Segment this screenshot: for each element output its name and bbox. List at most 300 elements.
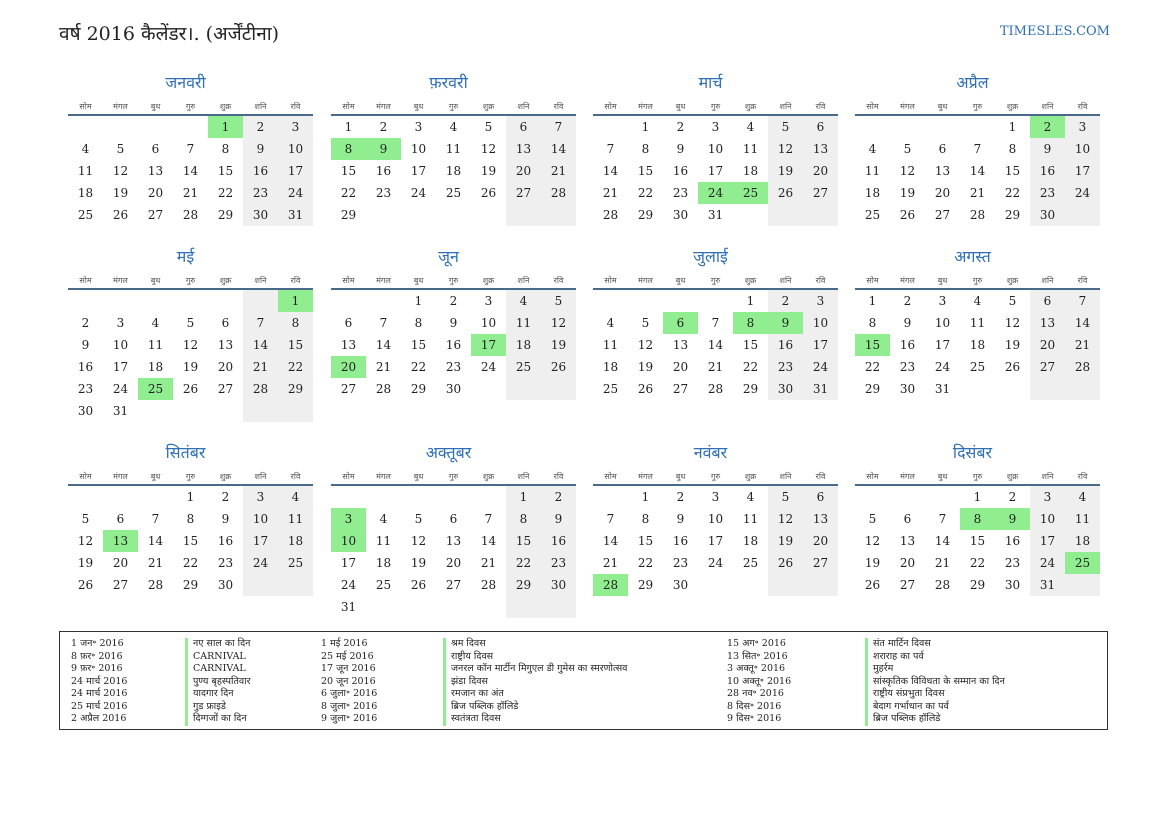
- empty-cell: [436, 596, 471, 618]
- weekday-header: [593, 464, 838, 486]
- holiday-date: 24 मार्च 2016: [71, 688, 128, 699]
- weekday-header: [68, 464, 313, 486]
- day-cell: 13: [217, 338, 234, 352]
- holiday-date: 6 जुला॰ 2016: [321, 688, 378, 699]
- empty-cell: [471, 486, 506, 508]
- weekday-label: सोम: [866, 472, 879, 481]
- holiday-day: 3: [331, 508, 366, 530]
- day-cell: 26: [541, 356, 576, 378]
- site-link[interactable]: TIMESLES.COM: [999, 24, 1110, 39]
- empty-cell: [243, 574, 278, 596]
- holiday-day: 8: [331, 138, 366, 160]
- day-cell: 12: [480, 142, 497, 156]
- holiday-day: 15: [855, 334, 890, 356]
- day-cell: 7: [151, 512, 160, 526]
- day-cell: 18: [742, 164, 759, 178]
- holiday-name: CARNIVAL: [193, 663, 246, 674]
- weekday-label: शनि: [517, 472, 530, 481]
- holiday-date: 10 अक्तू॰ 2016: [727, 675, 792, 687]
- day-cell: 22: [864, 360, 881, 374]
- day-cell: 6: [903, 512, 912, 526]
- holiday-name: दिग्गजों का दिन: [193, 713, 247, 724]
- weekday-label: शुक्र: [1006, 472, 1019, 481]
- day-cell: 22: [217, 186, 234, 200]
- day-cell: 30: [243, 204, 278, 226]
- day-cell: 14: [1065, 312, 1100, 334]
- day-cell: 15: [182, 534, 199, 548]
- day-cell: 19: [864, 556, 881, 570]
- weekday-label: गुरु: [710, 472, 721, 481]
- day-cell: 15: [1004, 164, 1021, 178]
- weekday-label: मंगल: [113, 102, 128, 111]
- day-cell: 3: [278, 116, 313, 138]
- month-name: जनवरी: [165, 73, 206, 92]
- day-cell: 18: [1065, 530, 1100, 552]
- day-cell: 15: [742, 338, 759, 352]
- empty-cell: [138, 290, 173, 312]
- weekday-label: शुक्र: [482, 102, 495, 111]
- day-cell: 6: [803, 116, 838, 138]
- day-cell: 26: [864, 578, 881, 592]
- day-cell: 16: [243, 160, 278, 182]
- weekday-label: सोम: [604, 276, 617, 285]
- day-cell: 11: [375, 534, 392, 548]
- day-cell: 1: [1008, 120, 1017, 134]
- weekday-label: गुरु: [448, 276, 459, 285]
- day-cell: 13: [803, 508, 838, 530]
- day-cell: 18: [278, 530, 313, 552]
- month-name: सितंबर: [165, 443, 206, 462]
- day-cell: 24: [243, 552, 278, 574]
- day-cell: 22: [637, 556, 654, 570]
- page-title: वर्ष 2016 कैलेंडर।. (अर्जेंटीना): [59, 23, 280, 45]
- weekday-label: मंगल: [900, 276, 915, 285]
- holiday-day: 25: [733, 182, 768, 204]
- day-cell: 16: [541, 530, 576, 552]
- day-cell: 10: [707, 142, 724, 156]
- day-cell: 7: [711, 316, 720, 330]
- day-cell: 28: [1065, 356, 1100, 378]
- weekday-header: [331, 94, 576, 116]
- day-cell: 31: [803, 378, 838, 400]
- day-cell: 21: [243, 356, 278, 378]
- day-cell: 29: [864, 382, 881, 396]
- day-cell: 13: [445, 534, 462, 548]
- holiday-date: 15 अग॰ 2016: [727, 638, 786, 649]
- day-cell: 14: [969, 164, 986, 178]
- day-cell: 17: [934, 338, 951, 352]
- day-cell: 23: [672, 556, 689, 570]
- weekday-header: [593, 94, 838, 116]
- day-cell: 10: [934, 316, 951, 330]
- weekday-label: रवि: [815, 102, 826, 111]
- month-block: [593, 442, 838, 596]
- day-grid: [331, 486, 576, 618]
- empty-cell: [506, 204, 541, 226]
- day-cell: 28: [934, 578, 951, 592]
- day-cell: 24: [340, 578, 357, 592]
- day-cell: 3: [803, 290, 838, 312]
- month-block: [68, 72, 313, 226]
- day-cell: 13: [1030, 312, 1065, 334]
- day-cell: 5: [768, 116, 803, 138]
- weekday-header: [68, 94, 313, 116]
- empty-cell: [243, 290, 278, 312]
- holiday-date: 1 मई 2016: [321, 638, 368, 649]
- weekday-label: सोम: [866, 276, 879, 285]
- day-cell: 8: [868, 316, 877, 330]
- month-block: [68, 246, 313, 422]
- day-cell: 21: [934, 556, 951, 570]
- day-cell: 30: [1030, 204, 1065, 226]
- day-cell: 4: [449, 120, 458, 134]
- day-cell: 28: [969, 208, 986, 222]
- holiday-list: [59, 631, 1108, 730]
- empty-cell: [925, 486, 960, 508]
- day-cell: 1: [868, 294, 877, 308]
- day-cell: 7: [606, 142, 615, 156]
- weekday-label: गुरु: [972, 102, 983, 111]
- holiday-day: 24: [698, 182, 733, 204]
- holiday-date: 3 अक्तू॰ 2016: [727, 663, 786, 674]
- weekday-label: शनि: [779, 276, 792, 285]
- day-cell: 9: [449, 316, 458, 330]
- day-cell: 17: [243, 530, 278, 552]
- day-cell: 3: [414, 120, 423, 134]
- day-cell: 30: [768, 378, 803, 400]
- day-cell: 14: [934, 534, 951, 548]
- holiday-names-column: [185, 638, 251, 726]
- day-cell: 24: [707, 556, 724, 570]
- day-cell: 15: [637, 534, 654, 548]
- day-cell: 22: [340, 186, 357, 200]
- day-cell: 14: [707, 338, 724, 352]
- day-cell: 19: [77, 556, 94, 570]
- day-cell: 16: [445, 338, 462, 352]
- day-cell: 27: [112, 578, 129, 592]
- month-block: [331, 72, 576, 226]
- day-cell: 2: [1008, 490, 1017, 504]
- day-cell: 12: [768, 138, 803, 160]
- day-cell: 31: [278, 204, 313, 226]
- day-cell: 5: [81, 512, 90, 526]
- day-cell: 22: [278, 356, 313, 378]
- holiday-name: बेदाग गर्भाधान का पर्व: [873, 700, 949, 712]
- weekday-label: शनि: [254, 102, 267, 111]
- day-cell: 17: [707, 534, 724, 548]
- day-cell: 12: [637, 338, 654, 352]
- weekday-label: गुरु: [710, 102, 721, 111]
- day-cell: 11: [506, 312, 541, 334]
- day-cell: 22: [742, 360, 759, 374]
- day-cell: 19: [768, 530, 803, 552]
- day-cell: 22: [637, 186, 654, 200]
- day-cell: 15: [969, 534, 986, 548]
- day-cell: 11: [445, 142, 462, 156]
- day-cell: 7: [1065, 290, 1100, 312]
- day-cell: 14: [602, 534, 619, 548]
- day-cell: 29: [217, 208, 234, 222]
- day-cell: 10: [480, 316, 497, 330]
- day-cell: 29: [410, 382, 427, 396]
- day-cell: 16: [77, 360, 94, 374]
- day-cell: 7: [606, 512, 615, 526]
- day-cell: 17: [1030, 530, 1065, 552]
- day-cell: 1: [641, 490, 650, 504]
- day-cell: 19: [899, 186, 916, 200]
- day-cell: 21: [1065, 334, 1100, 356]
- empty-cell: [436, 486, 471, 508]
- weekday-label: गुरु: [185, 472, 196, 481]
- day-cell: 23: [768, 356, 803, 378]
- weekday-label: रवि: [1077, 102, 1088, 111]
- weekday-label: बुध: [413, 276, 424, 285]
- day-cell: 12: [77, 534, 94, 548]
- empty-cell: [541, 378, 576, 400]
- day-cell: 30: [672, 578, 689, 592]
- day-cell: 5: [768, 486, 803, 508]
- day-cell: 23: [243, 182, 278, 204]
- weekday-label: शनि: [254, 276, 267, 285]
- day-cell: 2: [903, 294, 912, 308]
- day-cell: 1: [973, 490, 982, 504]
- empty-cell: [925, 116, 960, 138]
- holiday-day: 1: [208, 116, 243, 138]
- weekday-label: बुध: [675, 102, 686, 111]
- day-cell: 11: [602, 338, 619, 352]
- weekday-label: बुध: [675, 472, 686, 481]
- day-cell: 26: [410, 578, 427, 592]
- weekday-label: बुध: [937, 276, 948, 285]
- weekday-label: बुध: [937, 472, 948, 481]
- day-cell: 15: [506, 530, 541, 552]
- day-cell: 6: [938, 142, 947, 156]
- empty-cell: [471, 596, 506, 618]
- empty-cell: [698, 574, 733, 596]
- day-cell: 7: [938, 512, 947, 526]
- day-cell: 27: [147, 208, 164, 222]
- month-block: [855, 246, 1100, 400]
- day-cell: 4: [506, 290, 541, 312]
- day-cell: 13: [506, 138, 541, 160]
- day-cell: 22: [506, 552, 541, 574]
- day-cell: 11: [864, 164, 881, 178]
- day-cell: 20: [899, 556, 916, 570]
- holiday-date: 17 जून 2016: [321, 663, 376, 674]
- month-name: दिसंबर: [952, 443, 993, 462]
- day-cell: 16: [672, 164, 689, 178]
- month-name: अगस्त: [954, 247, 991, 266]
- day-cell: 4: [278, 486, 313, 508]
- day-cell: 24: [1030, 552, 1065, 574]
- day-cell: 12: [182, 338, 199, 352]
- month-name: जुलाई: [693, 247, 728, 266]
- holiday-day: 6: [663, 312, 698, 334]
- day-cell: 2: [81, 316, 90, 330]
- day-cell: 21: [147, 556, 164, 570]
- day-cell: 17: [803, 334, 838, 356]
- empty-cell: [890, 486, 925, 508]
- day-cell: 14: [480, 534, 497, 548]
- day-cell: 19: [182, 360, 199, 374]
- day-grid: [331, 290, 576, 400]
- weekday-label: शनि: [254, 472, 267, 481]
- day-cell: 1: [414, 294, 423, 308]
- day-cell: 29: [506, 574, 541, 596]
- day-grid: [855, 486, 1100, 596]
- day-cell: 26: [182, 382, 199, 396]
- month-block: [593, 72, 838, 226]
- day-cell: 14: [602, 164, 619, 178]
- day-cell: 3: [1065, 116, 1100, 138]
- weekday-label: बुध: [675, 276, 686, 285]
- day-cell: 8: [1008, 142, 1017, 156]
- day-grid: [68, 486, 313, 596]
- day-cell: 1: [746, 294, 755, 308]
- day-cell: 21: [375, 360, 392, 374]
- day-cell: 27: [340, 382, 357, 396]
- weekday-label: मंगल: [638, 276, 653, 285]
- day-cell: 20: [934, 186, 951, 200]
- empty-cell: [138, 486, 173, 508]
- holiday-name: राष्ट्रीय दिवस: [451, 650, 494, 662]
- day-cell: 6: [803, 486, 838, 508]
- month-name: अप्रैल: [956, 73, 989, 92]
- weekday-label: गुरु: [972, 472, 983, 481]
- day-cell: 1: [186, 490, 195, 504]
- day-cell: 4: [151, 316, 160, 330]
- day-cell: 28: [182, 208, 199, 222]
- weekday-label: रवि: [553, 472, 564, 481]
- day-cell: 2: [541, 486, 576, 508]
- day-cell: 7: [186, 142, 195, 156]
- weekday-label: शनि: [1041, 472, 1054, 481]
- day-cell: 13: [803, 138, 838, 160]
- day-grid: [593, 290, 838, 400]
- day-cell: 17: [1065, 160, 1100, 182]
- day-cell: 10: [410, 142, 427, 156]
- day-cell: 1: [641, 120, 650, 134]
- day-cell: 3: [243, 486, 278, 508]
- empty-cell: [138, 400, 173, 422]
- empty-cell: [208, 400, 243, 422]
- holiday-name: यादगार दिन: [193, 688, 234, 699]
- day-cell: 24: [1065, 182, 1100, 204]
- day-cell: 22: [410, 360, 427, 374]
- weekday-label: गुरु: [972, 276, 983, 285]
- day-cell: 3: [711, 120, 720, 134]
- day-cell: 13: [672, 338, 689, 352]
- weekday-label: मंगल: [113, 472, 128, 481]
- day-cell: 20: [147, 186, 164, 200]
- weekday-label: रवि: [1077, 276, 1088, 285]
- day-cell: 14: [147, 534, 164, 548]
- month-name: मई: [176, 247, 195, 266]
- holiday-name: नए साल का दिन: [193, 638, 251, 649]
- empty-cell: [401, 596, 436, 618]
- day-cell: 6: [449, 512, 458, 526]
- day-cell: 10: [803, 312, 838, 334]
- day-cell: 8: [414, 316, 423, 330]
- day-cell: 30: [77, 404, 94, 418]
- day-cell: 9: [676, 512, 685, 526]
- weekday-label: रवि: [553, 276, 564, 285]
- day-cell: 22: [969, 556, 986, 570]
- day-grid: [68, 290, 313, 422]
- empty-cell: [960, 378, 995, 400]
- day-cell: 3: [938, 294, 947, 308]
- day-cell: 16: [217, 534, 234, 548]
- weekday-label: मंगल: [638, 102, 653, 111]
- holiday-date: 8 फ़र॰ 2016: [71, 650, 123, 662]
- day-cell: 30: [445, 382, 462, 396]
- empty-cell: [960, 116, 995, 138]
- weekday-label: मंगल: [638, 472, 653, 481]
- holiday-date: 1 जन॰ 2016: [71, 638, 124, 649]
- day-cell: 5: [868, 512, 877, 526]
- day-cell: 4: [746, 490, 755, 504]
- weekday-label: शुक्र: [1006, 102, 1019, 111]
- day-cell: 16: [1030, 160, 1065, 182]
- day-cell: 8: [641, 512, 650, 526]
- empty-cell: [366, 290, 401, 312]
- day-cell: 28: [147, 578, 164, 592]
- day-cell: 17: [112, 360, 129, 374]
- weekday-label: मंगल: [113, 276, 128, 285]
- holiday-name: रमजान का अंत: [451, 688, 504, 699]
- weekday-header: [331, 464, 576, 486]
- holiday-name: राष्ट्रीय संप्रभुता दिवस: [873, 688, 945, 699]
- day-cell: 11: [278, 508, 313, 530]
- day-cell: 25: [77, 208, 94, 222]
- day-cell: 31: [340, 600, 357, 614]
- holiday-day: 9: [366, 138, 401, 160]
- holiday-day: 8: [733, 312, 768, 334]
- day-cell: 2: [221, 490, 230, 504]
- day-cell: 9: [1030, 138, 1065, 160]
- day-cell: 26: [77, 578, 94, 592]
- day-cell: 3: [1030, 486, 1065, 508]
- day-cell: 10: [112, 338, 129, 352]
- day-cell: 21: [602, 556, 619, 570]
- weekday-label: सोम: [866, 102, 879, 111]
- day-cell: 11: [742, 512, 759, 526]
- day-cell: 21: [182, 186, 199, 200]
- empty-cell: [208, 290, 243, 312]
- day-cell: 12: [864, 534, 881, 548]
- day-cell: 17: [278, 160, 313, 182]
- empty-cell: [68, 116, 103, 138]
- day-cell: 29: [340, 208, 357, 222]
- month-name: फ़रवरी: [429, 73, 468, 92]
- day-cell: 23: [541, 552, 576, 574]
- day-cell: 5: [641, 316, 650, 330]
- day-cell: 27: [934, 208, 951, 222]
- weekday-label: रवि: [815, 276, 826, 285]
- empty-cell: [1065, 378, 1100, 400]
- month-block: [68, 442, 313, 596]
- weekday-label: बुध: [150, 472, 161, 481]
- day-cell: 25: [278, 552, 313, 574]
- day-cell: 30: [899, 382, 916, 396]
- day-cell: 10: [707, 512, 724, 526]
- day-cell: 1: [344, 120, 353, 134]
- day-cell: 20: [803, 530, 838, 552]
- holiday-day: 2: [1030, 116, 1065, 138]
- empty-cell: [768, 204, 803, 226]
- day-cell: 16: [899, 338, 916, 352]
- holiday-day: 13: [103, 530, 138, 552]
